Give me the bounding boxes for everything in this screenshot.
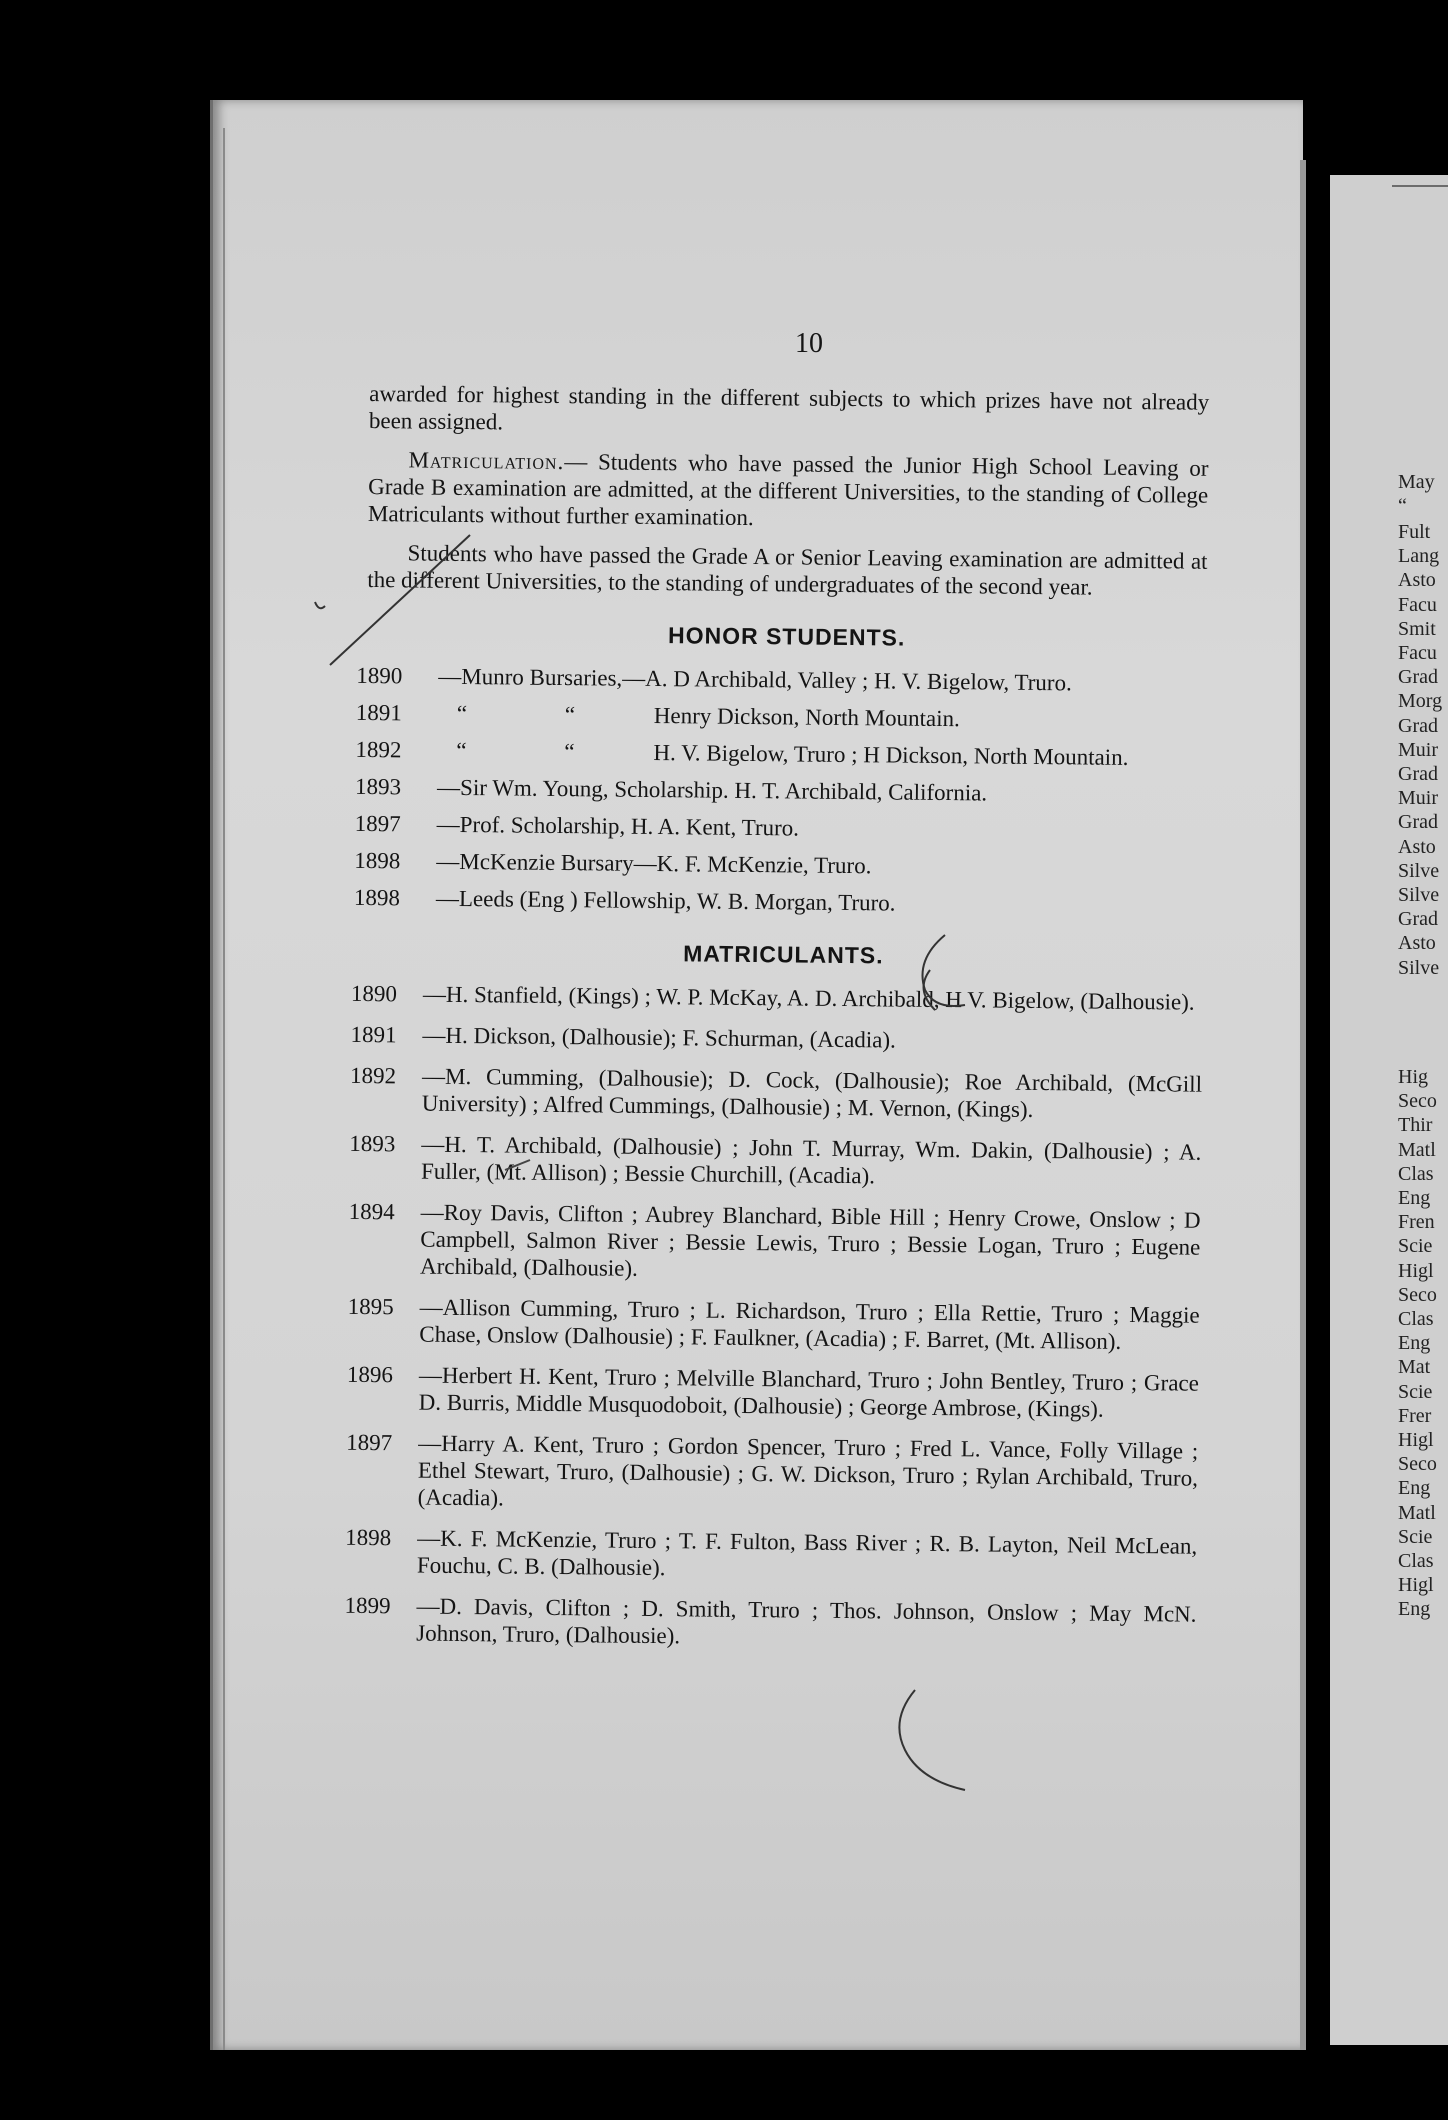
page-number: 10 <box>795 328 823 359</box>
matriculant-year: 1894 <box>348 1198 395 1225</box>
adjacent-page-word: Thir <box>1398 1114 1433 1137</box>
adjacent-page-word: Eng <box>1398 1332 1431 1355</box>
adjacent-page-word: Eng <box>1398 1477 1431 1500</box>
honor-entry <box>355 736 1205 772</box>
honor-year: 1893 <box>354 773 402 800</box>
matriculant-entry <box>348 1198 1201 1288</box>
matriculants-heading: MATRICULANTS. <box>683 940 884 969</box>
ditto-mark: “ <box>564 739 575 765</box>
page-fold-edge <box>1300 160 1306 2050</box>
adjacent-page-word: Muir <box>1398 787 1438 810</box>
adjacent-page-word: Seco <box>1398 1090 1437 1113</box>
honor-text: —Prof. Scholarship, H. A. Kent, Truro. <box>436 811 800 841</box>
matriculant-text: —Roy Davis, Clifton ; Aubrey Blanchard, Bible Hill ; Henry Crowe, Onslow ; D Campbell, Salmon River ; Bessie Lewis, Truro ; Bessie Logan, Truro ; Eugene Archibald, (Dalhousie). <box>419 1199 1201 1281</box>
matriculant-text: —K. F. McKenzie, Truro ; T. F. Fulton, Bass River ; R. B. Layton, Neil McLean, Fouchu, C. B. (Dalhousie). <box>416 1525 1198 1581</box>
honor-students-list <box>353 662 1207 920</box>
adjacent-page-word: Asto <box>1398 835 1436 858</box>
matriculant-text: —H. Dickson, (Dalhousie); F. Schurman, (Acadia). <box>422 1022 897 1053</box>
adjacent-page-word: Asto <box>1398 569 1436 592</box>
matriculant-year: 1890 <box>350 980 398 1007</box>
adjacent-page-word: Asto <box>1398 932 1436 955</box>
adjacent-page-word: Hig <box>1398 1066 1428 1088</box>
adjacent-page-word: Scie <box>1398 1235 1433 1258</box>
matriculant-entry <box>346 1429 1199 1519</box>
matriculant-text: —D. Davis, Clifton ; D. Smith, Truro ; Thos. Johnson, Onslow ; May McN. Johnson, Truro, (Dalhousie). <box>416 1593 1197 1649</box>
honor-text: —Munro Bursaries,—A. D Archibald, Valley ; H. V. Bigelow, Truro. <box>438 663 1072 696</box>
matriculant-year: 1899 <box>344 1592 391 1619</box>
adjacent-page-fragment <box>1330 175 1448 2045</box>
adjacent-page-word: Facu <box>1398 593 1437 616</box>
adjacent-page-word: Higl <box>1398 1259 1434 1282</box>
ditto-mark: “ <box>564 702 576 728</box>
grade-a-paragraph: Students who have passed the Grade A or Senior Leaving examination are admitted at the different Universities, to the standing of undergraduates of the second year. <box>367 540 1208 600</box>
honor-text: —McKenzie Bursary—K. F. McKenzie, Truro. <box>436 848 872 879</box>
matriculant-text: —M. Cumming, (Dalhousie); D. Cock, (Dalhousie); Roe Archibald, (McGill University) ; Alfred Cummings, (Dalhousie) ; M. Vernon, (Kings). <box>421 1063 1203 1122</box>
honor-entry <box>356 699 1206 735</box>
adjacent-page-word: Eng <box>1398 1187 1431 1209</box>
honor-text: —Leeds (Eng ) Fellowship, W. B. Morgan, Truro. <box>435 885 896 916</box>
adjacent-page-word: Grad <box>1398 763 1438 785</box>
honor-entry <box>355 810 1205 846</box>
adjacent-page-word: Mat <box>1398 1356 1431 1379</box>
honor-entry <box>354 884 1204 920</box>
adjacent-page-word: Silve <box>1398 859 1440 882</box>
matriculant-entry <box>346 1361 1200 1424</box>
matriculant-text: —H. Stanfield, (Kings) ; W. P. McKay, A. D. Archibald, H V. Bigelow, (Dalhousie). <box>422 981 1195 1015</box>
matriculant-year: 1896 <box>346 1361 394 1388</box>
matriculation-lead: Matriculation. <box>408 447 565 475</box>
honor-entry <box>354 847 1204 883</box>
adjacent-page-word: Scie <box>1398 1525 1433 1548</box>
adjacent-page-word: Higl <box>1398 1429 1434 1451</box>
adjacent-page-word: Clas <box>1398 1162 1434 1185</box>
matriculant-entry <box>347 1293 1200 1356</box>
honor-text: —Sir Wm. Young, Scholarship. H. T. Archibald, California. <box>436 774 988 806</box>
adjacent-page-word: Lang <box>1398 545 1440 568</box>
adjacent-page-word: Grad <box>1398 666 1438 689</box>
honor-text: H. V. Bigelow, Truro ; H Dickson, North Mountain. <box>653 739 1129 770</box>
adjacent-page-word: Matl <box>1398 1501 1436 1524</box>
adjacent-page-word: Muir <box>1398 738 1438 761</box>
adjacent-page-word: Frer <box>1398 1404 1432 1427</box>
honor-year: 1898 <box>354 847 401 874</box>
adjacent-page-word: Morg <box>1398 690 1443 713</box>
adjacent-page-word: Grad <box>1398 908 1438 931</box>
adjacent-page-word: Fren <box>1398 1211 1435 1234</box>
adjacent-page-word: Higl <box>1398 1574 1434 1597</box>
matriculant-year: 1897 <box>346 1429 393 1456</box>
intro-continued: awarded for highest standing in the different subjects to which prizes have not already been assigned. <box>368 380 1210 435</box>
ditto-mark: “ <box>456 737 467 764</box>
matriculation-paragraph <box>368 446 1209 536</box>
matriculants-list <box>344 980 1203 1655</box>
honor-text: Henry Dickson, North Mountain. <box>653 702 960 732</box>
matriculation-body: — Students who have passed the Junior High School Leaving or Grade B examination are admitted, at the different Universities, to the standing of College Matriculants without further examination. <box>367 449 1209 531</box>
matriculant-year: 1893 <box>349 1130 396 1157</box>
adjacent-page-word: Eng <box>1398 1598 1431 1621</box>
matriculant-entry <box>345 1524 1198 1587</box>
matriculant-entry <box>350 980 1203 1016</box>
matriculant-year: 1892 <box>349 1062 397 1089</box>
adjacent-page-word: Seco <box>1398 1453 1437 1476</box>
honor-year: 1890 <box>356 662 403 689</box>
matriculant-year: 1898 <box>345 1524 392 1551</box>
matriculant-text: —H. T. Archibald, (Dalhousie) ; John T. Murray, Wm. Dakin, (Dalhousie) ; A. Fuller, (Mt. Allison) ; Bessie Churchill, (Acadia). <box>420 1131 1202 1189</box>
honor-year: 1892 <box>355 736 402 763</box>
adjacent-page-word: Fult <box>1398 521 1431 543</box>
adjacent-page-word: Matl <box>1398 1138 1436 1161</box>
adjacent-page-word: “ <box>1398 495 1407 518</box>
honor-year: 1897 <box>354 810 401 837</box>
honor-year: 1891 <box>355 699 403 726</box>
matriculant-text: —Allison Cumming, Truro ; L. Richardson, Truro ; Ella Rettie, Truro ; Maggie Chase, Onslow (Dalhousie) ; F. Faulkner, (Acadia) ; F. Barret, (Mt. Allison). <box>419 1294 1200 1354</box>
matriculant-entry <box>349 1062 1203 1125</box>
adjacent-page-word: Smit <box>1398 617 1436 640</box>
adjacent-page-word: Grad <box>1398 811 1438 834</box>
matriculant-entry <box>344 1592 1197 1655</box>
adjacent-page-word: Grad <box>1398 714 1438 737</box>
honor-year: 1898 <box>353 884 401 911</box>
page-content <box>344 320 1210 1669</box>
matriculant-entry <box>350 1021 1202 1057</box>
honor-students-heading: HONOR STUDENTS. <box>667 622 906 651</box>
honor-entry <box>355 773 1205 809</box>
adjacent-page-word: Clas <box>1398 1550 1434 1572</box>
matriculant-year: 1895 <box>347 1293 394 1320</box>
adjacent-page-word: Seco <box>1398 1283 1437 1306</box>
adjacent-page-word: Scie <box>1398 1380 1433 1403</box>
adjacent-page-word: Clas <box>1398 1308 1434 1330</box>
adjacent-page-rule <box>1392 185 1448 187</box>
adjacent-page-word: Silve <box>1398 884 1440 906</box>
ditto-mark: “ <box>456 700 468 727</box>
adjacent-page-word: Facu <box>1398 642 1437 664</box>
matriculant-entry <box>349 1130 1202 1193</box>
matriculant-year: 1891 <box>350 1021 397 1048</box>
matriculant-text: —Herbert H. Kent, Truro ; Melville Blanchard, Truro ; John Bentley, Truro ; Grace D. Burris, Middle Musquodoboit, (Dalhousie) ; George Ambrose, (Kings). <box>418 1362 1200 1422</box>
adjacent-page-word: May <box>1398 471 1435 493</box>
matriculant-text: —Harry A. Kent, Truro ; Gordon Spencer, Truro ; Fred L. Vance, Folly Village ; Ethel Stewart, Truro, (Dalhousie) ; G. W. Dickson, Truro ; Rylan Archibald, Truro, (Acadia). <box>417 1430 1199 1511</box>
honor-entry <box>356 662 1206 698</box>
adjacent-page-word: Silve <box>1398 956 1440 979</box>
